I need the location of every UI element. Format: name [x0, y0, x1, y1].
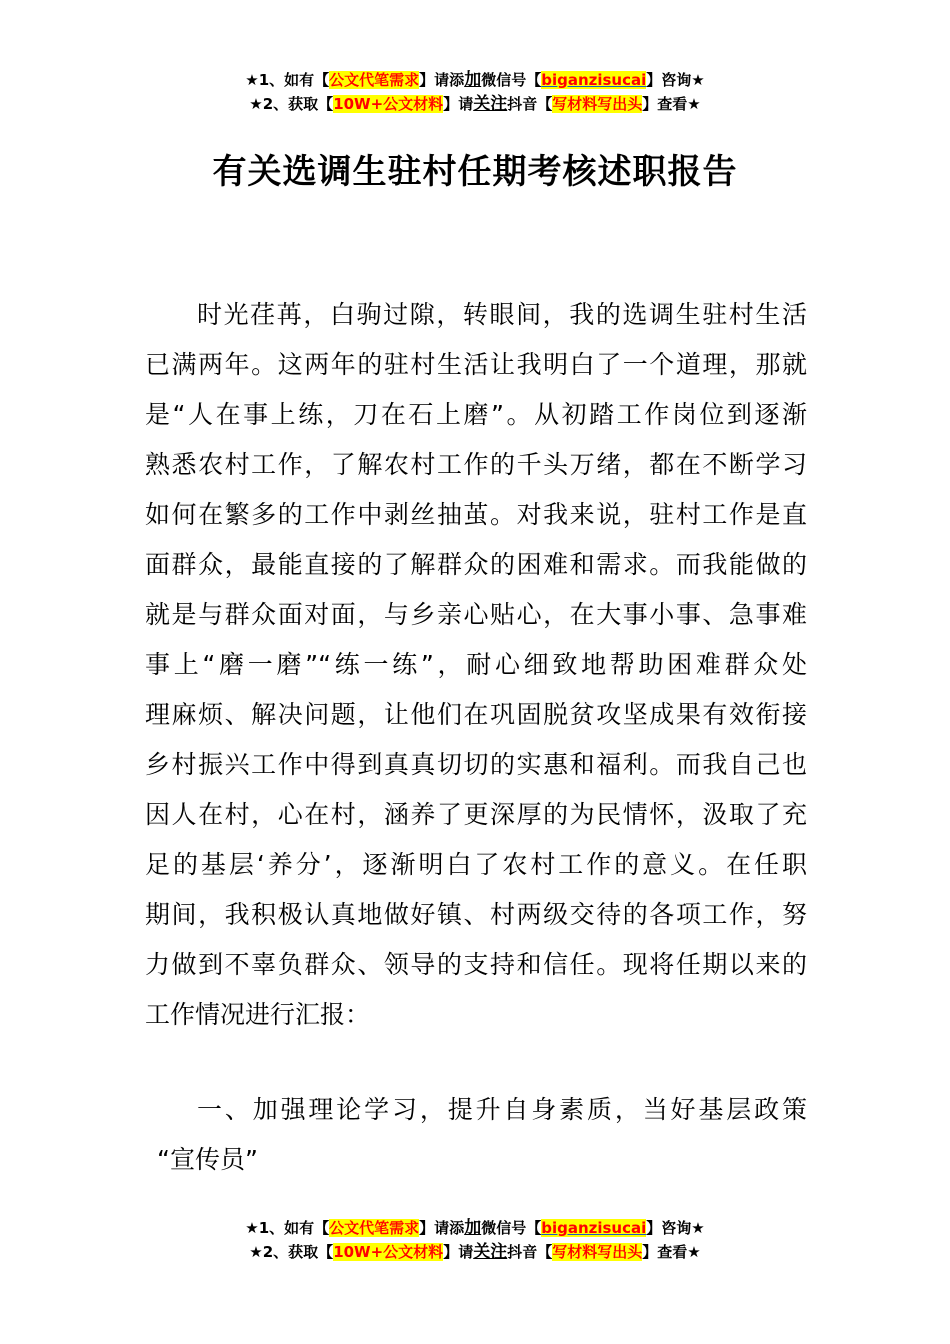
intro-paragraph — [145, 290, 807, 1040]
douyin-account-highlight: 写材料写出头 — [552, 1243, 643, 1261]
materials-highlight: 10W+公文材料 — [333, 1243, 444, 1261]
paragraph-line: 期间，我积极认真地做好镇、村两级交待的各项工作，努 — [145, 900, 807, 929]
paragraph-line: 面群众，最能直接的了解群众的困难和需求。而我能做的 — [145, 550, 807, 579]
ghostwriting-highlight: 公文代笔需求 — [329, 1219, 420, 1237]
paragraph-line: 是“人在事上练，刀在石上磨”。从初踏工作岗位到逐渐 — [145, 400, 807, 429]
heading-line: “宣传员” — [157, 1145, 258, 1174]
paragraph-line: 因人在村，心在村，涵养了更深厚的为民情怀，汲取了充 — [145, 800, 807, 829]
paragraph-line: 乡村振兴工作中得到真真切切的实惠和福利。而我自己也 — [145, 750, 807, 779]
paragraph-line: 时光荏苒，白驹过隙，转眼间，我的选调生驻村生活 — [197, 300, 807, 329]
ghostwriting-highlight: 公文代笔需求 — [329, 71, 420, 89]
paragraph-line: 如何在繁多的工作中剥丝抽茧。对我来说，驻村工作是直 — [145, 500, 807, 529]
banner-line-2: ★2、获取【10W+公文材料】请关注抖音【写材料写出头】查看★ — [249, 94, 701, 114]
paragraph-line: 事上“磨一磨”“练一练”，耐心细致地帮助困难群众处 — [145, 650, 807, 679]
footer-banner — [0, 1216, 950, 1264]
paragraph-line: 就是与群众面对面，与乡亲心贴心，在大事小事、急事难 — [145, 600, 807, 629]
douyin-account-highlight: 写材料写出头 — [552, 95, 643, 113]
paragraph-line: 足的基层‘养分’，逐渐明白了农村工作的意义。在任职 — [145, 850, 807, 879]
banner-line-2: ★2、获取【10W+公文材料】请关注抖音【写材料写出头】查看★ — [249, 1242, 701, 1262]
section-heading-1 — [145, 1085, 807, 1185]
paragraph-line: 理麻烦、解决问题，让他们在巩固脱贫攻坚成果有效衔接 — [145, 700, 807, 729]
paragraph-line: 工作情况进行汇报： — [145, 1000, 371, 1029]
banner-line-1: ★1、如有【公文代笔需求】请添加微信号【biganzisucai】咨询★ — [245, 1218, 705, 1238]
wechat-id-highlight: biganzisucai — [541, 1219, 647, 1237]
document-title: 有关选调生驻村任期考核述职报告 — [212, 152, 738, 192]
heading-line: 一、加强理论学习，提升自身素质，当好基层政策 — [197, 1095, 807, 1124]
banner-line-1: ★1、如有【公文代笔需求】请添加微信号【biganzisucai】咨询★ — [245, 70, 705, 90]
header-banner — [0, 68, 950, 116]
materials-highlight: 10W+公文材料 — [333, 95, 444, 113]
wechat-id-highlight: biganzisucai — [541, 71, 647, 89]
paragraph-line: 力做到不辜负群众、领导的支持和信任。现将任期以来的 — [145, 950, 807, 979]
paragraph-line: 熟悉农村工作，了解农村工作的千头万绪，都在不断学习 — [145, 450, 807, 479]
paragraph-line: 已满两年。这两年的驻村生活让我明白了一个道理，那就 — [145, 350, 807, 379]
